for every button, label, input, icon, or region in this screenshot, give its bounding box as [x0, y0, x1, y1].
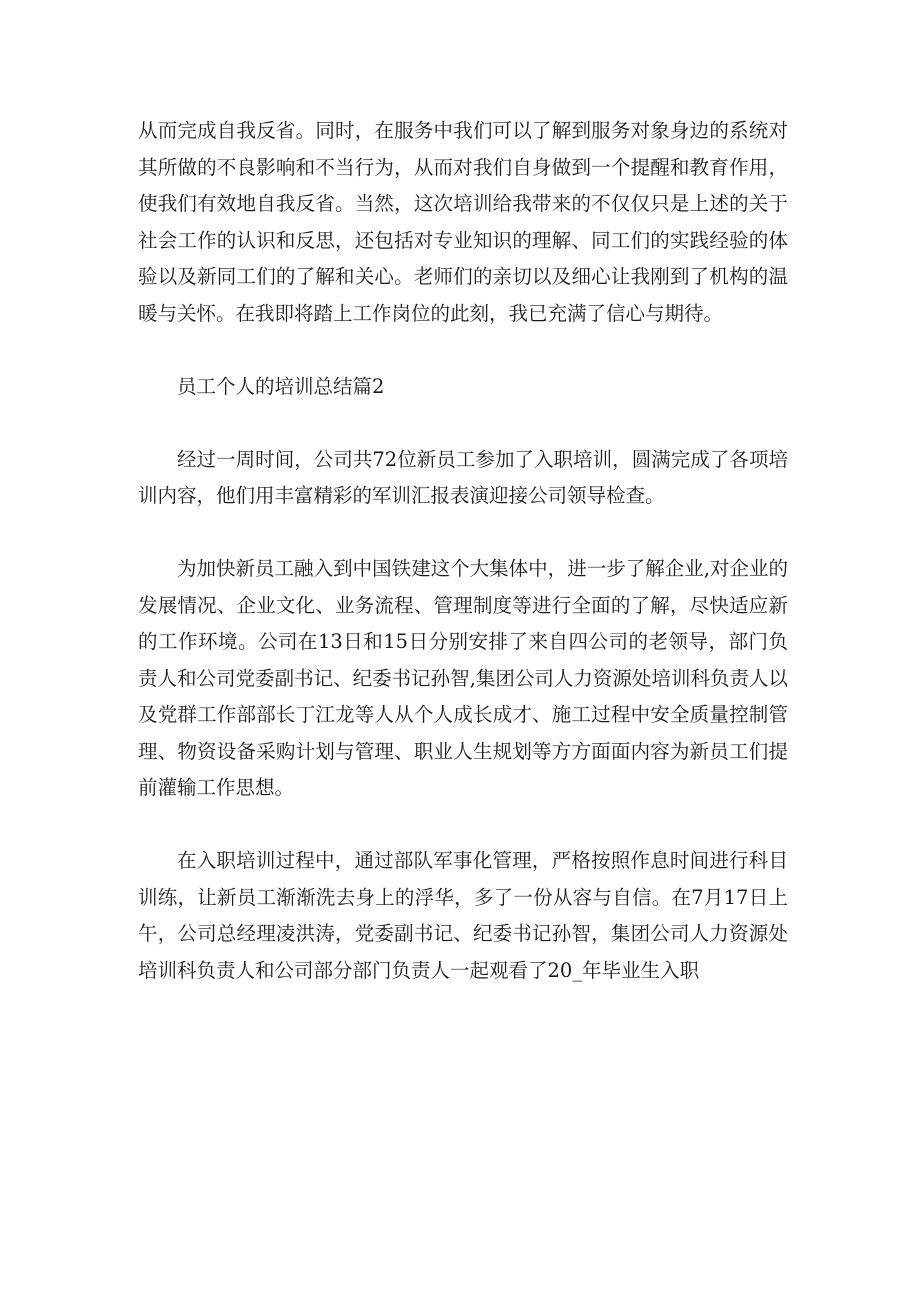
- paragraph-intro-continuation: 从而完成自我反省。同时，在服务中我们可以了解到服务对象身边的系统对其所做的不良影响和不当行为，从而对我们自身做到一个提醒和教育作用，使我们有效地自我反省。当然，这次培训给我带来的不仅仅只是上述的关于社会工作的认识和反思，还包括对专业知识的理解、同工们的实践经验的体验以及新同工们的了解和关心。老师们的亲切以及细心让我刚到了机构的温暖与关怀。在我即将踏上工作岗位的此刻，我已充满了信心与期待。: [138, 119, 788, 325]
- document-body: [138, 113, 788, 1026]
- section-heading: 员工个人的培训总结篇2: [177, 374, 385, 398]
- paragraph-training-process: 在入职培训过程中，通过部队军事化管理，严格按照作息时间进行科目训练，让新员工渐渐洗去身上的浮华，多了一份从容与自信。在7月17日上午，公司总经理凌洪涛，党委副书记、纪委书记孙智，集团公司人力资源处培训科负责人和公司部分部门负责人一起观看了20_年毕业生入职: [138, 849, 788, 982]
- paragraph-training-content: 为加快新员工融入到中国铁建这个大集体中，进一步了解企业,对企业的发展情况、企业文化、业务流程、管理制度等进行全面的了解，尽快适应新的工作环境。公司在13日和15日分别安排了来自四公司的老领导，部门负责人和公司党委副书记、纪委书记孙智,集团公司人力资源处培训科负责人以及党群工作部部长丁江龙等人从个人成长成才、施工过程中安全质量控制管理、物资设备采购计划与管理、职业人生规划等方方面面内容为新员工们提前灌输工作思想。: [138, 557, 788, 799]
- paragraph-training-overview: 经过一周时间，公司共72位新员工参加了入职培训，圆满完成了各项培训内容，他们用丰富精彩的军训汇报表演迎接公司领导检查。: [138, 447, 788, 507]
